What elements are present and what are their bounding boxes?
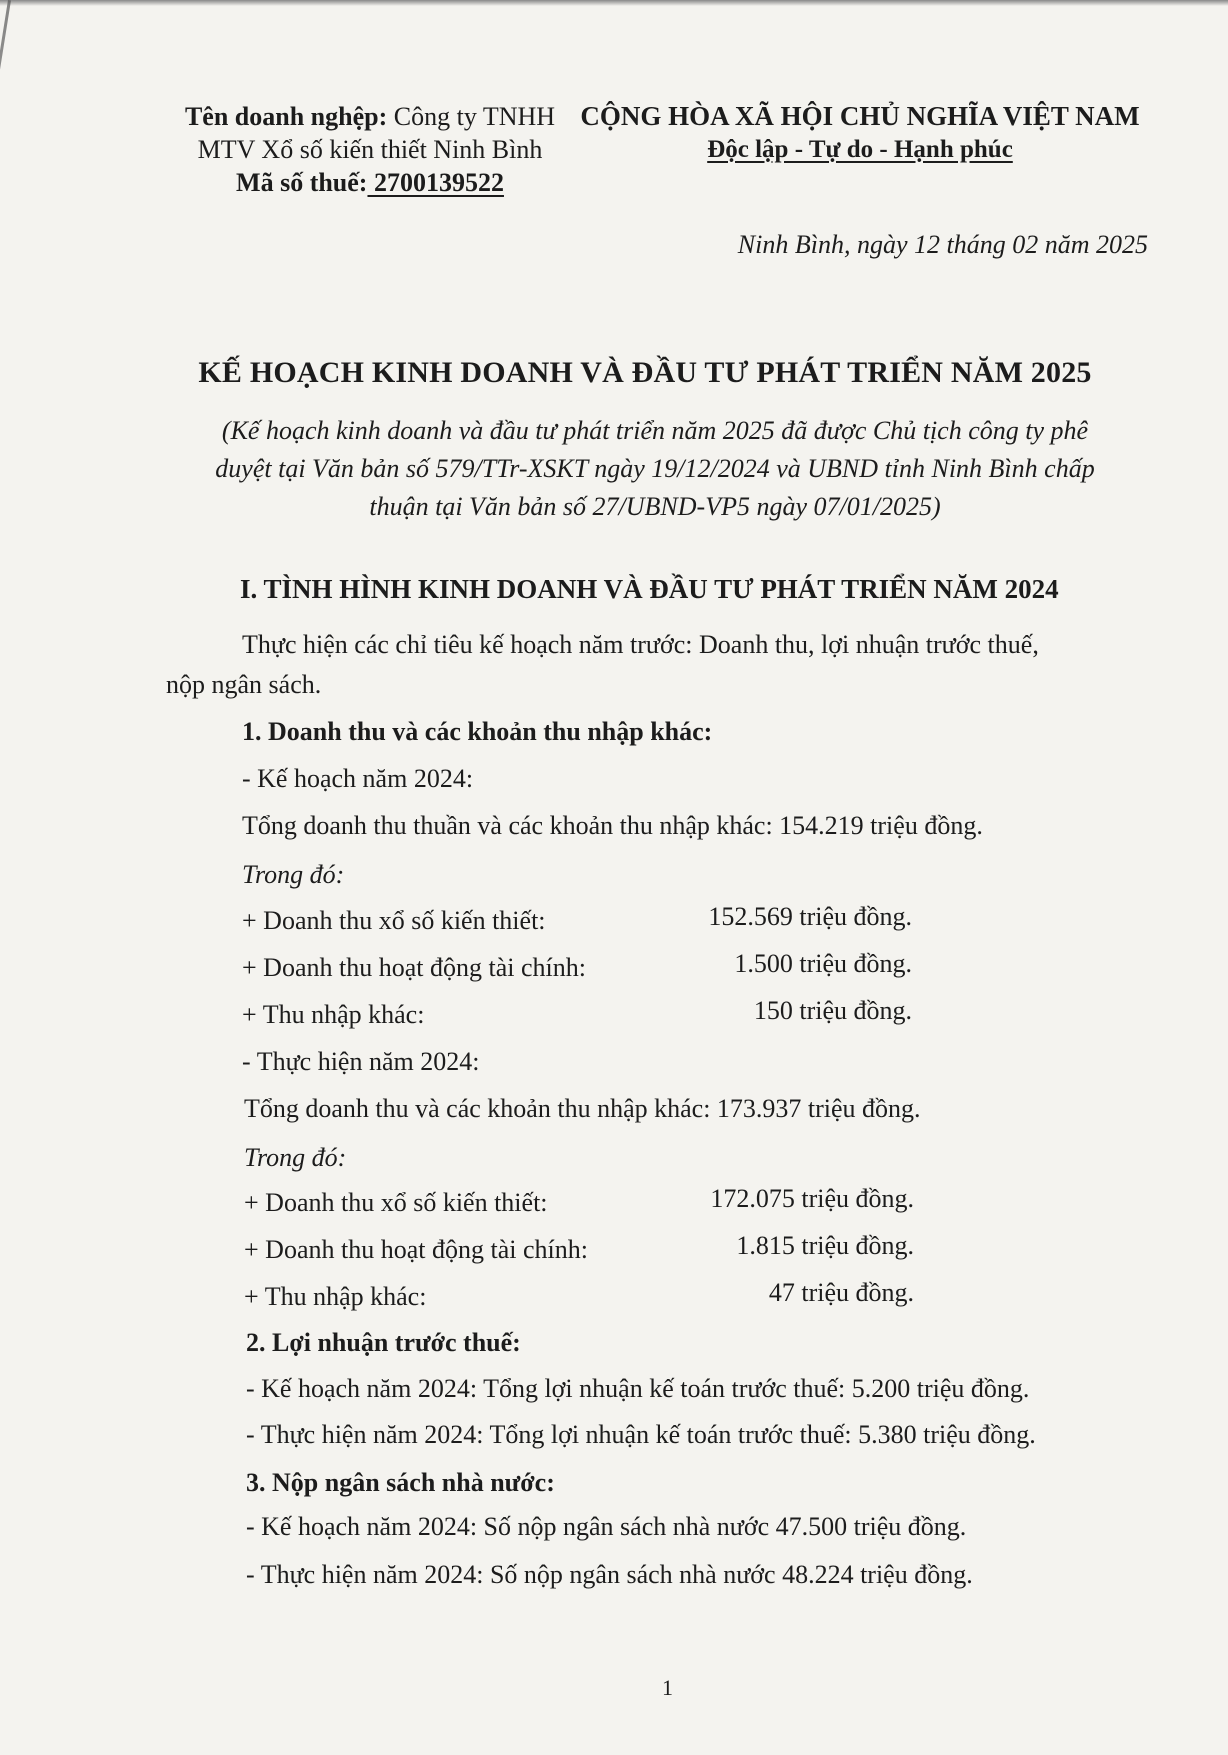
line-item-value: 1.815 triệu đồng.	[736, 1231, 914, 1260]
line-item-label: + Doanh thu xổ số kiến thiết:	[244, 1188, 548, 1217]
line-item-label: + Doanh thu hoạt động tài chính:	[244, 1235, 588, 1264]
company-name-part-1: Công ty TNHH	[387, 102, 556, 131]
national-header	[580, 100, 1140, 166]
subtitle-line: (Kế hoạch kinh doanh và đầu tư phát triển năm 2025 đã được Chủ tịch công ty phê	[221, 416, 1089, 445]
line-item-label: + Thu nhập khác:	[244, 1282, 427, 1311]
section-heading: I. TÌNH HÌNH KINH DOANH VÀ ĐẦU TƯ PHÁT TRIỂN NĂM 2024	[240, 574, 1059, 604]
line-item-label: + Doanh thu hoạt động tài chính:	[242, 953, 586, 982]
budget-plan: - Kế hoạch năm 2024: Số nộp ngân sách nhà nước 47.500 triệu đồng.	[246, 1512, 967, 1541]
nation-name: CỘNG HÒA XÃ HỘI CHỦ NGHĨA VIỆT NAM	[580, 101, 1140, 131]
line-item-value: 150 triệu đồng.	[753, 996, 912, 1025]
actual-total: Tổng doanh thu và các khoản thu nhập khác: 173.937 triệu đồng.	[244, 1094, 921, 1123]
company-name-line-2: MTV Xổ số kiến thiết Ninh Bình	[197, 135, 543, 164]
tax-code-line	[150, 166, 590, 199]
line-item-value: 172.075 triệu đồng.	[710, 1184, 914, 1213]
actual-label: - Thực hiện năm 2024:	[242, 1047, 480, 1076]
page-number: 1	[662, 1675, 673, 1700]
section-intro: Thực hiện các chỉ tiêu kế hoạch năm trước: Doanh thu, lợi nhuận trước thuế,	[242, 630, 1039, 659]
profit-plan: - Kế hoạch năm 2024: Tổng lợi nhuận kế toán trước thuế: 5.200 triệu đồng.	[246, 1374, 1030, 1403]
tax-code: 2700139522	[367, 168, 504, 197]
subtitle-line: thuận tại Văn bản số 27/UBND-VP5 ngày 07/01/2025)	[369, 492, 941, 521]
plan-total: Tổng doanh thu thuần và các khoản thu nhập khác: 154.219 triệu đồng.	[242, 811, 983, 840]
line-item-label: + Doanh thu xổ số kiến thiết:	[242, 906, 546, 935]
company-label: Tên doanh nghệp:	[184, 102, 388, 131]
line-item-value: 1.500 triệu đồng.	[734, 949, 912, 978]
subsection-heading: 1. Doanh thu và các khoản thu nhập khác:	[242, 717, 713, 746]
document-title: KẾ HOẠCH KINH DOANH VÀ ĐẦU TƯ PHÁT TRIỂN NĂM 2025	[198, 356, 1092, 389]
subsection-heading: 3. Nộp ngân sách nhà nước:	[246, 1468, 555, 1497]
line-item-value: 47 triệu đồng.	[768, 1278, 914, 1307]
section-intro-cont: nộp ngân sách.	[166, 670, 322, 699]
scan-edge-line	[0, 0, 11, 287]
budget-actual: - Thực hiện năm 2024: Số nộp ngân sách nhà nước 48.224 triệu đồng.	[246, 1560, 973, 1589]
company-header	[150, 100, 590, 199]
scan-top-shadow	[0, 0, 1228, 6]
tax-label: Mã số thuế: 2700139522	[236, 168, 504, 197]
in-which-label: Trong đó:	[242, 860, 345, 889]
document-subtitle	[160, 412, 1150, 526]
line-item-label: + Thu nhập khác:	[242, 1000, 425, 1029]
subsection-heading: 2. Lợi nhuận trước thuế:	[246, 1328, 521, 1357]
document-date: Ninh Bình, ngày 12 tháng 02 năm 2025	[737, 230, 1148, 259]
subtitle-line: duyệt tại Văn bản số 579/TTr-XSKT ngày 19/12/2024 và UBND tỉnh Ninh Bình chấp	[215, 454, 1095, 483]
plan-label: - Kế hoạch năm 2024:	[242, 764, 474, 793]
profit-actual: - Thực hiện năm 2024: Tổng lợi nhuận kế toán trước thuế: 5.380 triệu đồng.	[246, 1420, 1036, 1449]
company-name-line-1	[150, 100, 590, 133]
line-item-value: 152.569 triệu đồng.	[708, 902, 912, 931]
in-which-label: Trong đó:	[244, 1143, 347, 1172]
national-motto: Độc lập - Tự do - Hạnh phúc	[707, 136, 1013, 163]
